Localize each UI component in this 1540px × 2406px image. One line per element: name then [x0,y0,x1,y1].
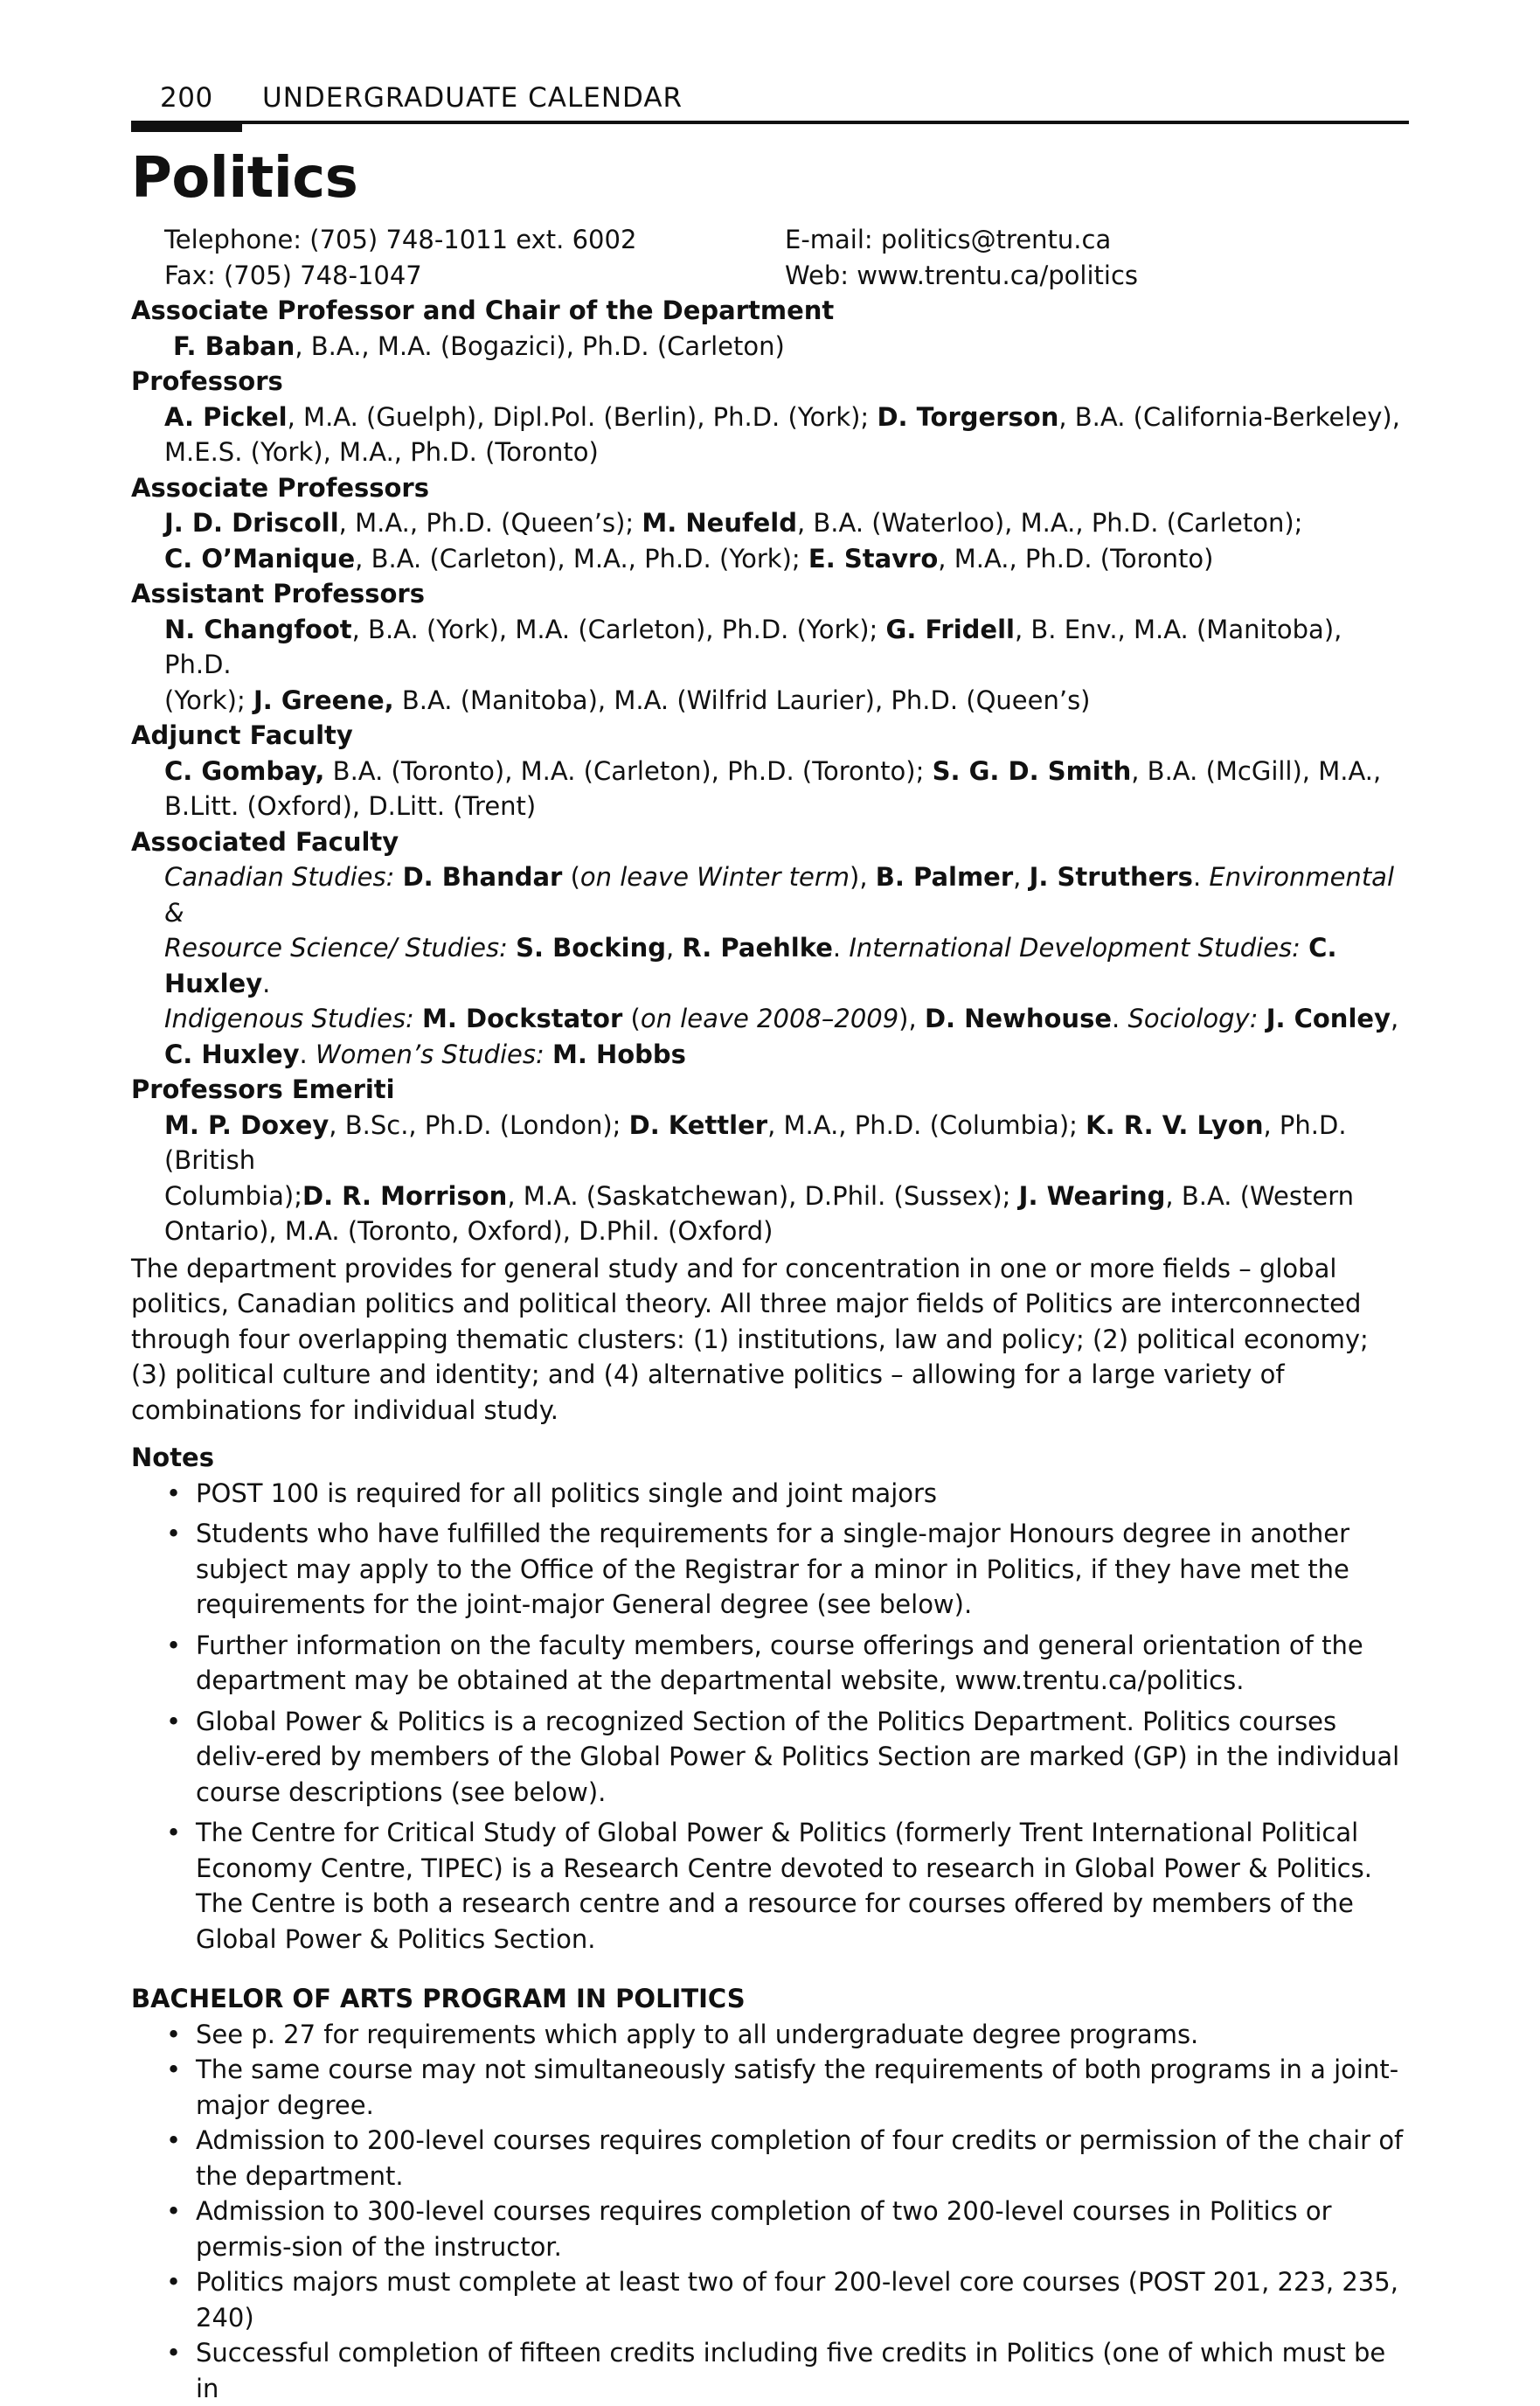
assistant-professors-heading: Assistant Professors [131,576,1409,612]
ba-program-list [131,2017,1409,2406]
list-item: • See p. 27 for requirements which apply to all undergraduate degree programs. [131,2017,1409,2053]
header-tab-bar [131,121,242,132]
email: E-mail: politics@trentu.ca [785,222,1111,258]
associate-professors-heading: Associate Professors [131,470,1409,506]
list-item: • Further information on the faculty members, course offerings and general orientation of the department may be obtained at the departmental website, www.trentu.ca/politics. [131,1628,1409,1699]
list-item: • POST 100 is required for all politics single and joint majors [131,1476,1409,1512]
professors-heading: Professors [131,364,1409,400]
chair-entry: F. Baban, B.A., M.A. (Bogazici), Ph.D. (Carleton) [131,329,1409,365]
chair-name: F. Baban [173,331,295,361]
notes-list [131,1476,1409,1957]
list-item: • The Centre for Critical Study of Global Power & Politics (formerly Trent International Political Economy Centre, TIPEC) is a Research Centre devoted to research in Global Power & Politics. The Centre is both a research centre and a resource for courses offered by members of the Global Power & Politics Section. [131,1815,1409,1957]
notes-heading: Notes [131,1440,1409,1476]
emeriti-entry: M. P. Doxey, B.Sc., Ph.D. (London); D. Kettler, M.A., Ph.D. (Columbia); K. R. V. Lyon, Ph.D. (British Columbia);D. R. Morrison, M.A. (Saskatchewan), D.Phil. (Sussex); J. Wearing, B.A. (Western Ontario), M.A. (Toronto, Oxford), D.Phil. (Oxford) [131,1108,1409,1249]
list-item: • Admission to 200-level courses requires completion of four credits or permission of the chair of the department. [131,2123,1409,2194]
header-rule [131,121,1409,124]
department-description: The department provides for general study and for concentration in one or more fields – global politics, Canadian politics and political theory. All three major fields of Politics are interconnected through four overlapping thematic clusters: (1) institutions, law and policy; (2) political economy; (3) political culture and identity; and (4) alternative politics – allowing for a large variety of combinations for individual study. [131,1251,1409,1429]
adjunct-faculty-entry: C. Gombay, B.A. (Toronto), M.A. (Carleton), Ph.D. (Toronto); S. G. D. Smith, B.A. (McGill), M.A., B.Litt. (Oxford), D.Litt. (Trent) [131,754,1409,824]
chair-heading: Associate Professor and Chair of the Department [131,293,1409,329]
main-content [131,222,1409,2406]
telephone: Telephone: (705) 748-1011 ext. 6002 [164,222,636,258]
associate-professors-entry: J. D. Driscoll, M.A., Ph.D. (Queen’s); M. Neufeld, B.A. (Waterloo), M.A., Ph.D. (Carleton); C. O’Manique, B.A. (Carleton), M.A., Ph.D. (York); E. Stavro, M.A., Ph.D. (Toronto) [131,505,1409,576]
list-item: • Admission to 300-level courses requires completion of two 200-level courses in Politics or permis-sion of the instructor. [131,2194,1409,2264]
contact-block [164,222,1409,293]
list-item: • Politics majors must complete at least two of four 200-level core courses (POST 201, 223, 235, 240) [131,2264,1409,2335]
fax: Fax: (705) 748-1047 [164,258,422,294]
adjunct-faculty-heading: Adjunct Faculty [131,718,1409,754]
running-header [131,82,1409,122]
associated-faculty-entry: Canadian Studies: D. Bhandar (on leave Winter term), B. Palmer, J. Struthers. Environmental & Resource Science/ Studies: S. Bocking, R. Paehlke. International Development Studies: C. Huxley. Indigenous Studies: M. Dockstator (on leave 2008–2009), D. Newhouse. Sociology: J. Conley, C. Huxley. Women’s Studies: M. Hobbs [131,859,1409,1072]
professors-entry: A. Pickel, M.A. (Guelph), Dipl.Pol. (Berlin), Ph.D. (York); D. Torgerson, B.A. (California-Berkeley), M.E.S. (York), M.A., Ph.D. (Toronto) [131,400,1409,470]
list-item: • The same course may not simultaneously satisfy the requirements of both programs in a joint-major degree. [131,2052,1409,2123]
assistant-professors-entry: N. Changfoot, B.A. (York), M.A. (Carleton), Ph.D. (York); G. Fridell, B. Env., M.A. (Manitoba), Ph.D. (York); J. Greene, B.A. (Manitoba), M.A. (Wilfrid Laurier), Ph.D. (Queen’s) [131,612,1409,719]
emeriti-heading: Professors Emeriti [131,1072,1409,1108]
list-item: • Global Power & Politics is a recognized Section of the Politics Department. Politics courses deliv-ered by members of the Global Power & Politics Section are marked (GP) in the individual course descriptions (see below). [131,1704,1409,1811]
page-number: 200 [160,82,213,114]
calendar-title: UNDERGRADUATE CALENDAR [262,82,683,114]
list-item: • Students who have fulfilled the requirements for a single-major Honours degree in another subject may apply to the Office of the Registrar for a minor in Politics, if they have met the requirements for the joint-major General degree (see below). [131,1516,1409,1623]
list-item: • Successful completion of fifteen credits including five credits in Politics (one of which must be in [131,2335,1409,2406]
associated-faculty-heading: Associated Faculty [131,824,1409,860]
website: Web: www.trentu.ca/politics [785,258,1138,294]
page-title: Politics [131,150,357,206]
ba-program-heading: BACHELOR OF ARTS PROGRAM IN POLITICS [131,1981,1409,2017]
